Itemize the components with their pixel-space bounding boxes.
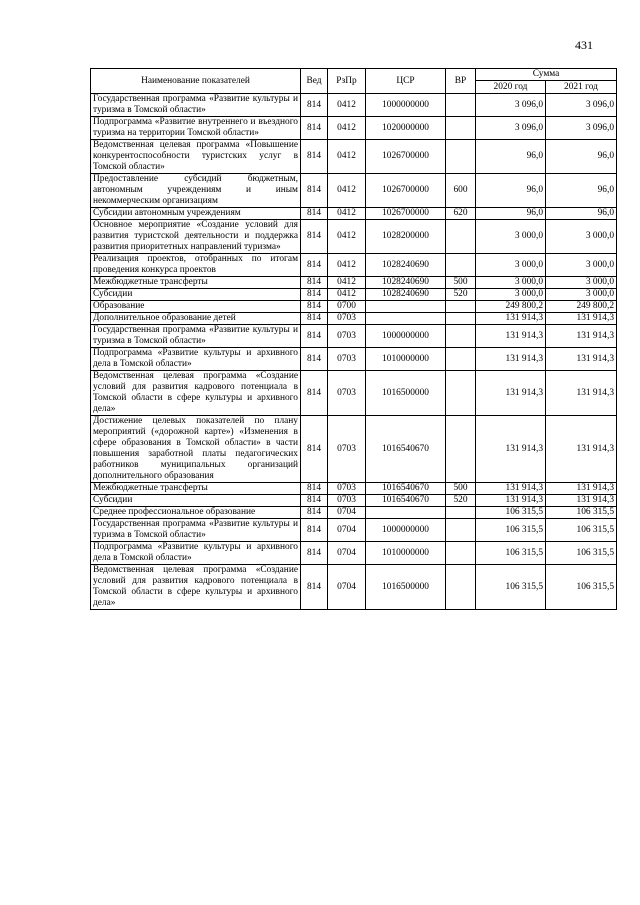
cell-name: Ведомственная целевая программа «Создание условий для развития кадрового потенциала в Томской области в сфере культуры и архивного дела» (91, 565, 301, 610)
table-row (91, 140, 617, 174)
table-row (91, 220, 617, 254)
cell-vr (446, 565, 476, 610)
cell-name: Межбюджетные трансферты (91, 483, 301, 495)
cell-name: Основное мероприятие «Создание условий для развития туристской деятельности и поддержка развития приоритетных направлений туризма» (91, 220, 301, 254)
header-name: Наименование показателей (91, 69, 301, 94)
cell-y2021: 3 096,0 (546, 117, 617, 140)
cell-ved: 814 (301, 542, 328, 565)
cell-ved: 814 (301, 416, 328, 483)
header-2020: 2020 год (476, 81, 546, 94)
cell-csr (366, 313, 446, 325)
cell-rzpr: 0412 (328, 174, 366, 208)
cell-vr (446, 325, 476, 348)
cell-csr: 1028240690 (366, 254, 446, 277)
cell-y2021: 3 096,0 (546, 94, 617, 117)
table-row (91, 174, 617, 208)
cell-ved: 814 (301, 507, 328, 519)
table-row (91, 542, 617, 565)
cell-rzpr: 0703 (328, 325, 366, 348)
cell-vr (446, 416, 476, 483)
header-2021: 2021 год (546, 81, 617, 94)
cell-y2020: 131 914,3 (476, 371, 546, 416)
cell-rzpr: 0412 (328, 117, 366, 140)
cell-y2020: 106 315,5 (476, 542, 546, 565)
cell-name: Ведомственная целевая программа «Создание условий для развития кадрового потенциала в Томской области в сфере культуры и архивного дела» (91, 371, 301, 416)
cell-vr (446, 301, 476, 313)
cell-csr: 1010000000 (366, 348, 446, 371)
cell-y2021: 131 914,3 (546, 371, 617, 416)
cell-rzpr: 0704 (328, 507, 366, 519)
cell-name: Субсидии (91, 495, 301, 507)
cell-rzpr: 0412 (328, 208, 366, 220)
table-row (91, 483, 617, 495)
cell-csr: 1016500000 (366, 565, 446, 610)
cell-csr: 1016540670 (366, 495, 446, 507)
cell-rzpr: 0703 (328, 371, 366, 416)
cell-csr (366, 507, 446, 519)
cell-csr: 1020000000 (366, 117, 446, 140)
cell-vr (446, 507, 476, 519)
cell-y2021: 131 914,3 (546, 348, 617, 371)
cell-ved: 814 (301, 277, 328, 289)
cell-ved: 814 (301, 117, 328, 140)
cell-ved: 814 (301, 565, 328, 610)
cell-y2021: 3 000,0 (546, 254, 617, 277)
table-row (91, 416, 617, 483)
table-row (91, 507, 617, 519)
cell-vr (446, 348, 476, 371)
cell-rzpr: 0412 (328, 220, 366, 254)
cell-csr: 1016540670 (366, 483, 446, 495)
header-ved: Вед (301, 69, 328, 94)
cell-csr: 1026700000 (366, 140, 446, 174)
table-body (91, 94, 617, 610)
cell-y2020: 3 096,0 (476, 94, 546, 117)
table-row (91, 325, 617, 348)
cell-y2021: 131 914,3 (546, 495, 617, 507)
cell-rzpr: 0412 (328, 289, 366, 301)
cell-csr: 1026700000 (366, 208, 446, 220)
cell-name: Достижение целевых показателей по плану мероприятий («дорожной карте») «Изменения в сфере образования в Томской области» в части повышения заработной платы педагогических работников муниципальных организаций дополнительного образования (91, 416, 301, 483)
cell-y2020: 106 315,5 (476, 519, 546, 542)
cell-name: Государственная программа «Развитие культуры и туризма в Томской области» (91, 519, 301, 542)
cell-name: Реализация проектов, отобранных по итогам проведения конкурса проектов (91, 254, 301, 277)
cell-ved: 814 (301, 483, 328, 495)
cell-csr: 1000000000 (366, 94, 446, 117)
cell-y2021: 131 914,3 (546, 313, 617, 325)
cell-y2021: 3 000,0 (546, 289, 617, 301)
cell-name: Среднее профессиональное образование (91, 507, 301, 519)
cell-csr: 1016540670 (366, 416, 446, 483)
table-row (91, 565, 617, 610)
table-row (91, 313, 617, 325)
cell-name: Подпрограмма «Развитие внутреннего и въездного туризма на территории Томской области» (91, 117, 301, 140)
cell-vr (446, 94, 476, 117)
cell-y2020: 131 914,3 (476, 348, 546, 371)
budget-table (90, 68, 617, 610)
cell-ved: 814 (301, 313, 328, 325)
cell-rzpr: 0704 (328, 519, 366, 542)
cell-y2020: 131 914,3 (476, 325, 546, 348)
cell-y2020: 131 914,3 (476, 495, 546, 507)
cell-csr (366, 301, 446, 313)
cell-vr: 520 (446, 495, 476, 507)
cell-name: Подпрограмма «Развитие культуры и архивного дела в Томской области» (91, 542, 301, 565)
cell-name: Государственная программа «Развитие культуры и туризма в Томской области» (91, 94, 301, 117)
cell-rzpr: 0700 (328, 301, 366, 313)
cell-y2020: 131 914,3 (476, 313, 546, 325)
table-header (91, 69, 617, 94)
table-row (91, 277, 617, 289)
cell-y2021: 249 800,2 (546, 301, 617, 313)
cell-y2020: 131 914,3 (476, 416, 546, 483)
cell-ved: 814 (301, 208, 328, 220)
cell-vr (446, 313, 476, 325)
cell-y2021: 96,0 (546, 140, 617, 174)
cell-y2021: 131 914,3 (546, 325, 617, 348)
cell-rzpr: 0703 (328, 483, 366, 495)
cell-y2020: 3 000,0 (476, 277, 546, 289)
header-vr: ВР (446, 69, 476, 94)
cell-ved: 814 (301, 174, 328, 208)
cell-rzpr: 0704 (328, 542, 366, 565)
table-row (91, 254, 617, 277)
cell-name: Образование (91, 301, 301, 313)
cell-y2020: 3 000,0 (476, 220, 546, 254)
cell-y2020: 249 800,2 (476, 301, 546, 313)
cell-name: Государственная программа «Развитие культуры и туризма в Томской области» (91, 325, 301, 348)
cell-y2021: 3 000,0 (546, 220, 617, 254)
cell-csr: 1016500000 (366, 371, 446, 416)
cell-y2020: 106 315,5 (476, 507, 546, 519)
cell-ved: 814 (301, 140, 328, 174)
cell-y2021: 131 914,3 (546, 483, 617, 495)
cell-vr: 520 (446, 289, 476, 301)
cell-csr: 1000000000 (366, 325, 446, 348)
cell-vr: 620 (446, 208, 476, 220)
header-sum: Сумма (476, 69, 617, 81)
cell-y2020: 96,0 (476, 208, 546, 220)
header-csr: ЦСР (366, 69, 446, 94)
page-number: 431 (575, 38, 593, 52)
cell-csr: 1000000000 (366, 519, 446, 542)
cell-rzpr: 0412 (328, 277, 366, 289)
table-row (91, 208, 617, 220)
cell-y2020: 3 000,0 (476, 254, 546, 277)
cell-y2020: 3 000,0 (476, 289, 546, 301)
cell-csr: 1028240690 (366, 277, 446, 289)
cell-y2020: 96,0 (476, 140, 546, 174)
cell-y2021: 3 000,0 (546, 277, 617, 289)
cell-vr (446, 254, 476, 277)
cell-csr: 1028240690 (366, 289, 446, 301)
cell-csr: 1010000000 (366, 542, 446, 565)
cell-name: Субсидии (91, 289, 301, 301)
table-row (91, 519, 617, 542)
cell-ved: 814 (301, 220, 328, 254)
table-row (91, 371, 617, 416)
table-row (91, 117, 617, 140)
table-row (91, 94, 617, 117)
cell-y2020: 3 096,0 (476, 117, 546, 140)
table-row (91, 301, 617, 313)
table-row (91, 495, 617, 507)
cell-vr (446, 519, 476, 542)
cell-vr: 600 (446, 174, 476, 208)
cell-rzpr: 0703 (328, 495, 366, 507)
cell-vr (446, 371, 476, 416)
cell-y2020: 96,0 (476, 174, 546, 208)
cell-vr: 500 (446, 277, 476, 289)
cell-rzpr: 0704 (328, 565, 366, 610)
cell-name: Ведомственная целевая программа «Повышение конкурентоспособности туристских услуг в Томской области» (91, 140, 301, 174)
cell-vr (446, 542, 476, 565)
cell-y2021: 106 315,5 (546, 507, 617, 519)
cell-name: Межбюджетные трансферты (91, 277, 301, 289)
table-row (91, 289, 617, 301)
cell-ved: 814 (301, 289, 328, 301)
cell-name: Дополнительное образование детей (91, 313, 301, 325)
cell-ved: 814 (301, 254, 328, 277)
cell-y2021: 106 315,5 (546, 565, 617, 610)
cell-rzpr: 0412 (328, 94, 366, 117)
cell-ved: 814 (301, 371, 328, 416)
cell-ved: 814 (301, 519, 328, 542)
cell-vr (446, 220, 476, 254)
cell-vr: 500 (446, 483, 476, 495)
cell-ved: 814 (301, 495, 328, 507)
cell-name: Предоставление субсидий бюджетным, автономным учреждениям и иным некоммерческим организациям (91, 174, 301, 208)
cell-ved: 814 (301, 325, 328, 348)
cell-rzpr: 0703 (328, 416, 366, 483)
cell-y2021: 96,0 (546, 208, 617, 220)
cell-csr: 1028200000 (366, 220, 446, 254)
cell-y2020: 106 315,5 (476, 565, 546, 610)
cell-y2020: 131 914,3 (476, 483, 546, 495)
table-row (91, 348, 617, 371)
cell-vr (446, 117, 476, 140)
cell-name: Подпрограмма «Развитие культуры и архивного дела в Томской области» (91, 348, 301, 371)
cell-ved: 814 (301, 348, 328, 371)
cell-rzpr: 0703 (328, 348, 366, 371)
cell-ved: 814 (301, 94, 328, 117)
cell-name: Субсидии автономным учреждениям (91, 208, 301, 220)
cell-y2021: 106 315,5 (546, 542, 617, 565)
cell-y2021: 96,0 (546, 174, 617, 208)
cell-csr: 1026700000 (366, 174, 446, 208)
cell-vr (446, 140, 476, 174)
cell-rzpr: 0412 (328, 254, 366, 277)
header-rzpr: РзПр (328, 69, 366, 94)
cell-y2021: 106 315,5 (546, 519, 617, 542)
cell-y2021: 131 914,3 (546, 416, 617, 483)
cell-ved: 814 (301, 301, 328, 313)
cell-rzpr: 0703 (328, 313, 366, 325)
cell-rzpr: 0412 (328, 140, 366, 174)
